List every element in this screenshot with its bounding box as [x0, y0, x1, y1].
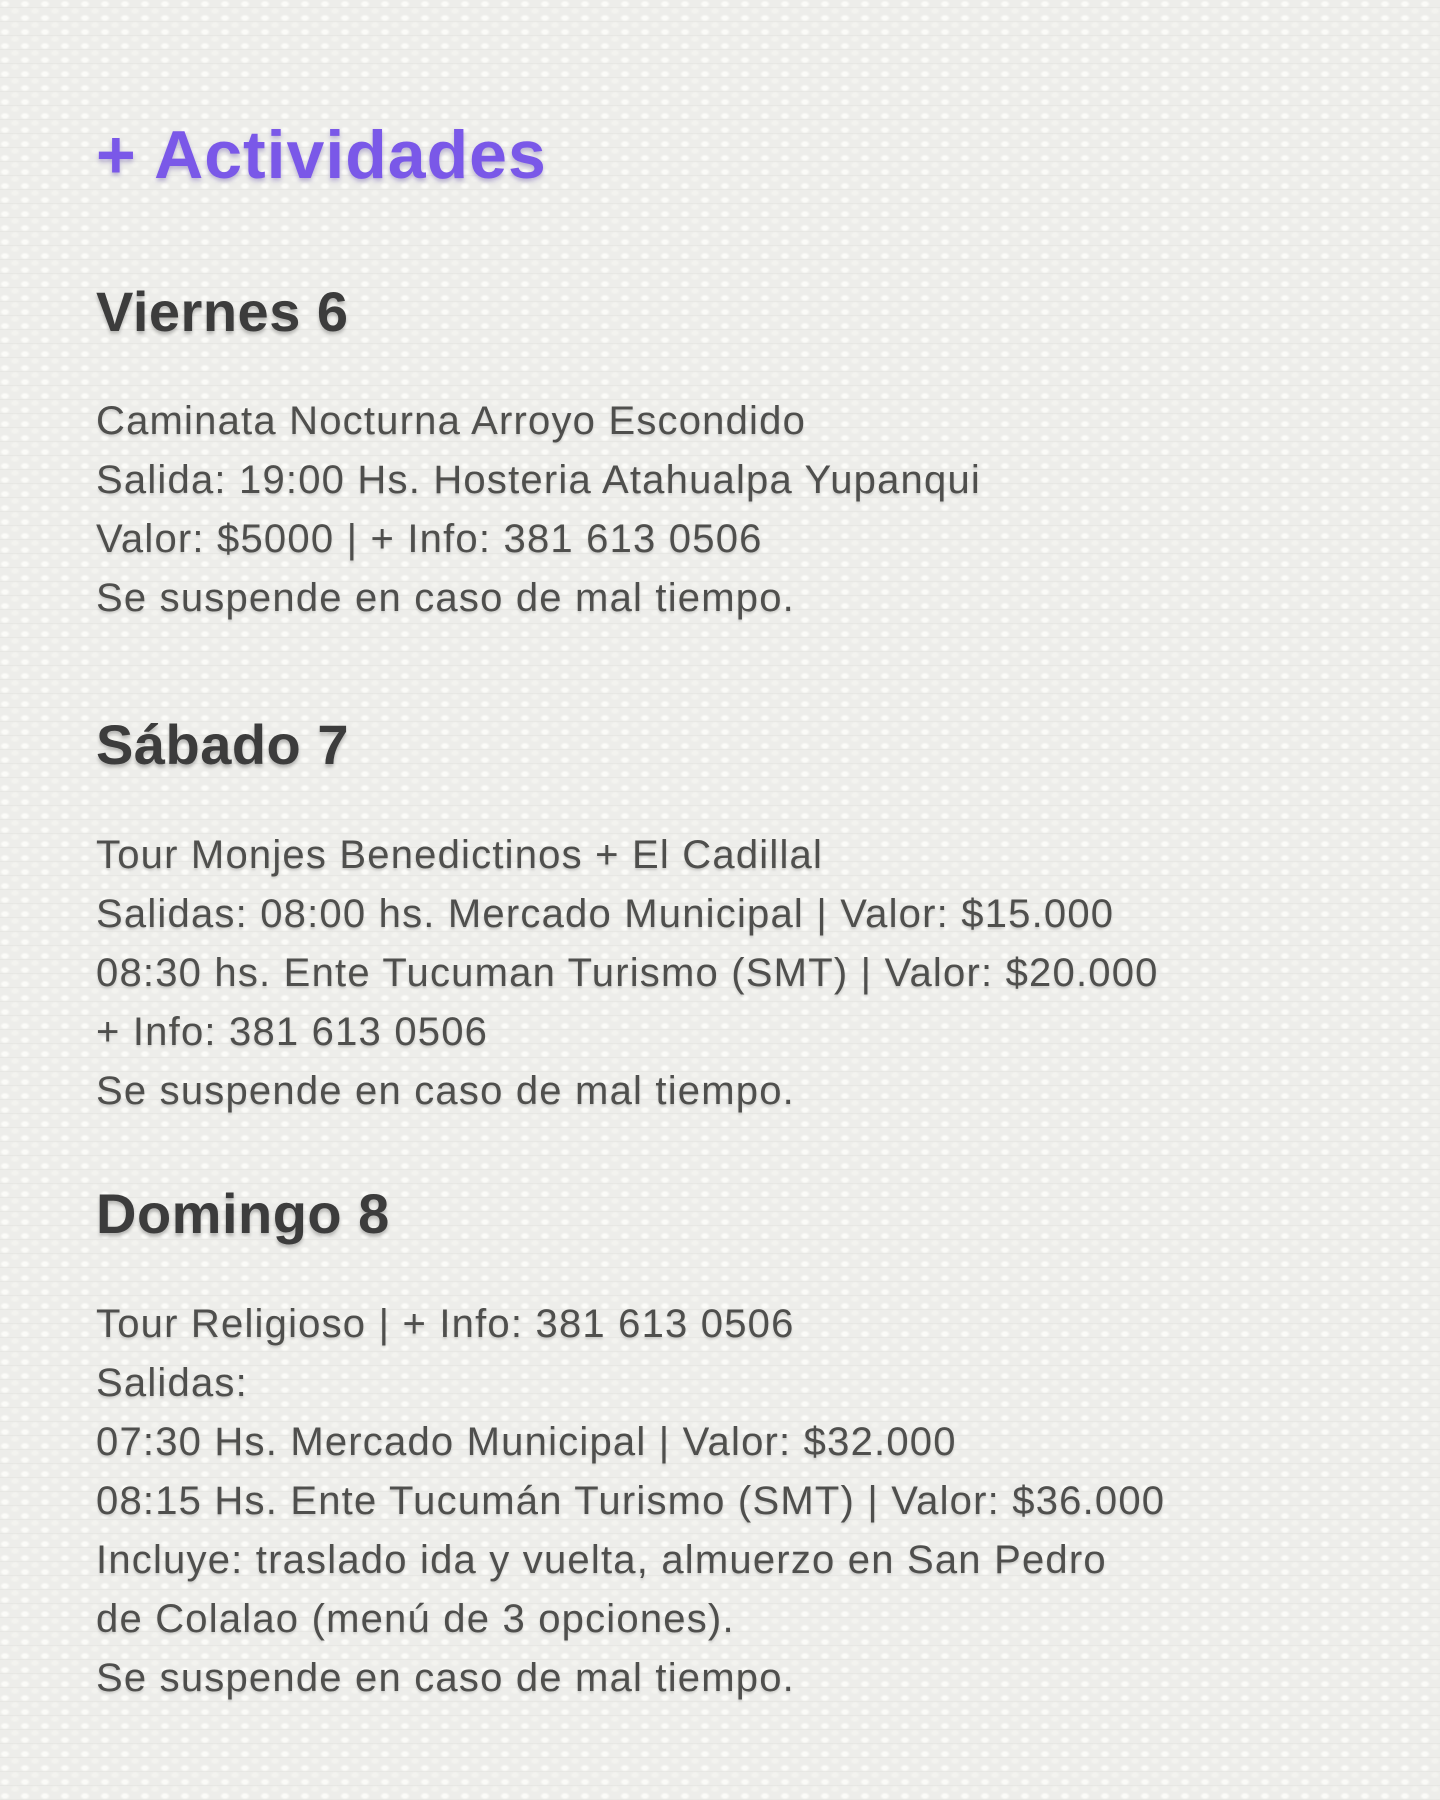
section-heading-viernes-6: Viernes 6 [96, 279, 349, 343]
section-details-sabado-7 [96, 826, 1370, 1121]
detail-line: Caminata Nocturna Arroyo Escondido [96, 399, 807, 444]
section-sabado-7 [96, 714, 1370, 1121]
detail-line: Incluye: traslado ida y vuelta, almuerzo en San Pedro [96, 1537, 1107, 1582]
detail-line: Tour Religioso | + Info: 381 613 0506 [96, 1301, 795, 1346]
detail-line: Se suspende en caso de mal tiempo. [96, 1068, 795, 1113]
detail-line: Se suspende en caso de mal tiempo. [96, 576, 795, 621]
section-viernes-6 [96, 281, 1370, 629]
detail-line: Salidas: 08:00 hs. Mercado Municipal | Valor: $15.000 [96, 891, 1115, 936]
detail-line: Se suspende en caso de mal tiempo. [96, 1655, 795, 1700]
section-heading-sabado-7: Sábado 7 [96, 713, 349, 777]
detail-line: Salidas: [96, 1360, 248, 1405]
detail-line: 08:30 hs. Ente Tucuman Turismo (SMT) | Valor: $20.000 [96, 950, 1159, 995]
detail-line: 08:15 Hs. Ente Tucumán Turismo (SMT) | Valor: $36.000 [96, 1478, 1166, 1523]
detail-line: Tour Monjes Benedictinos + El Cadillal [96, 832, 824, 877]
section-heading-domingo-8: Domingo 8 [96, 1181, 390, 1245]
detail-line: + Info: 381 613 0506 [96, 1009, 489, 1054]
detail-line: Salida: 19:00 Hs. Hosteria Atahualpa Yupanqui [96, 458, 981, 503]
detail-line: de Colalao (menú de 3 opciones). [96, 1596, 735, 1641]
detail-line: 07:30 Hs. Mercado Municipal | Valor: $32.000 [96, 1419, 957, 1464]
page-title: + Actividades [96, 117, 547, 193]
section-details-viernes-6 [96, 392, 1370, 628]
section-details-domingo-8 [96, 1295, 1370, 1708]
section-domingo-8 [96, 1183, 1370, 1708]
detail-line: Valor: $5000 | + Info: 381 613 0506 [96, 517, 763, 562]
